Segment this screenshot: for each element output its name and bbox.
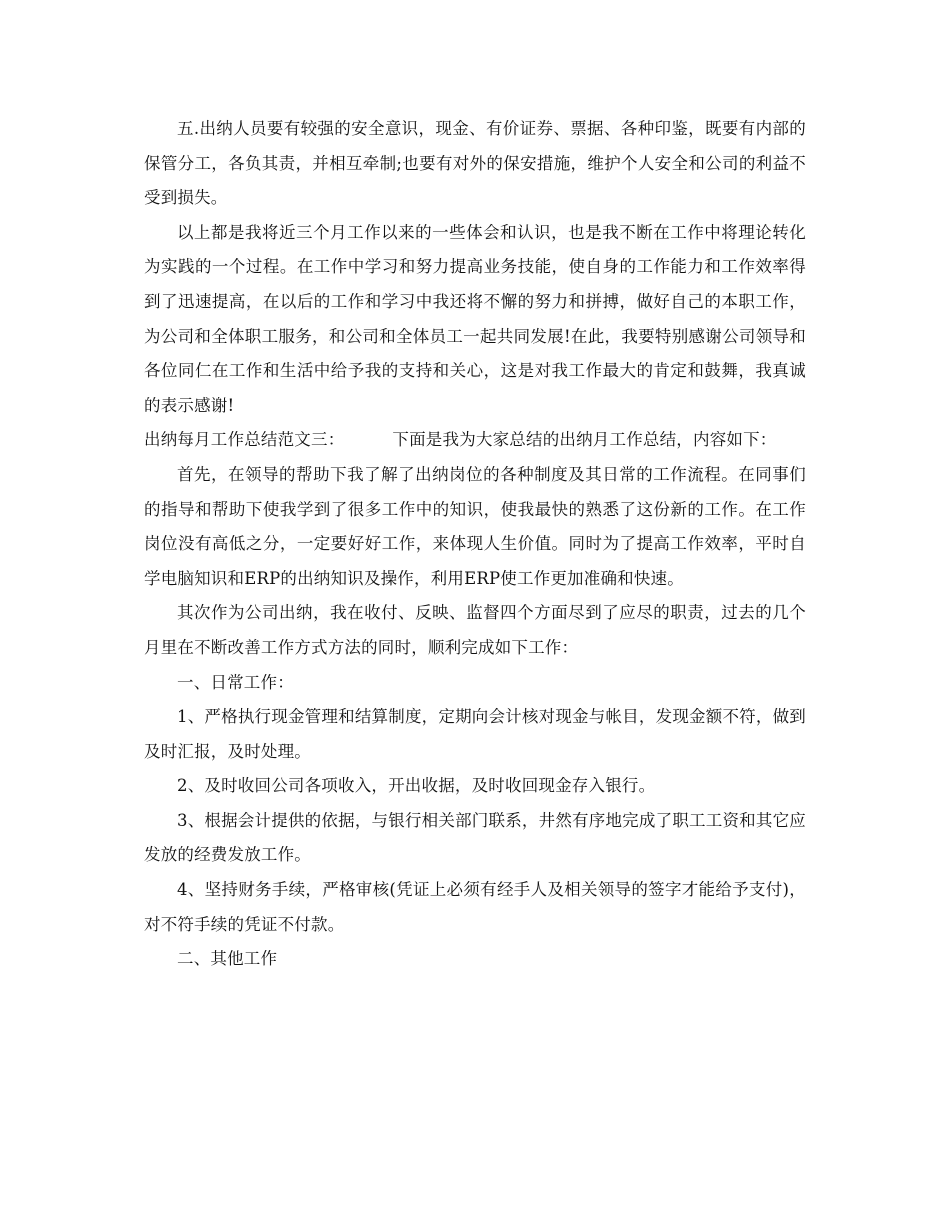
paragraph-security-awareness: 五.出纳人员要有较强的安全意识，现金、有价证券、票据、各种印鉴，既要有内部的保管分工，各负其责，并相互牵制;也要有对外的保安措施，维护个人安全和公司的利益不受到损失。 [144,119,806,208]
paragraph-second: 其次作为公司出纳，我在收付、反映、监督四个方面尽到了应尽的职责，过去的几个月里在不断改善工作方式方法的同时，顺利完成如下工作： [144,603,806,657]
subheading-other-work: 二、其他工作 [177,949,278,969]
list-item-1: 1、严格执行现金管理和结算制度，定期向会计核对现金与帐目，发现金额不符，做到及时汇报，及时处理。 [144,707,806,761]
paragraph-first: 首先，在领导的帮助下我了解了出纳岗位的各种制度及其日常的工作流程。在同事们的指导和帮助下使我学到了很多工作中的知识，使我最快的熟悉了这份新的工作。在工作岗位没有高低之分，一定要好好工作，来体现人生价值。同时为了提高工作效率，平时自学电脑知识和ERP的出纳知识及操作，利用ERP使工作更加准确和快速。 [144,464,806,588]
list-item-2: 2、及时收回公司各项收入，开出收据，及时收回现金存入银行。 [177,776,656,796]
section-heading-line [144,423,806,458]
document-body [144,112,806,977]
section-intro: 下面是我为大家总结的出纳月工作总结，内容如下： [392,430,777,450]
paragraph-experience-summary: 以上都是我将近三个月工作以来的一些体会和认识，也是我不断在工作中将理论转化为实践的一个过程。在工作中学习和努力提高业务技能，使自身的工作能力和工作效率得到了迅速提高，在以后的工作和学习中我还将不懈的努力和拼搏，做好自己的本职工作，为公司和全体职工服务，和公司和全体员工一起共同发展!在此，我要特别感谢公司领导和各位同仁在工作和生活中给予我的支持和关心，这是对我工作最大的肯定和鼓舞，我真诚的表示感谢! [144,222,806,415]
list-item-3: 3、根据会计提供的依据，与银行相关部门联系，井然有序地完成了职工工资和其它应发放的经费发放工作。 [144,810,806,865]
subheading-daily-work: 一、日常工作： [177,672,294,692]
section-heading: 出纳每月工作总结范文三： [144,430,345,450]
list-item-4: 4、坚持财务手续，严格审核(凭证上必须有经手人及相关领导的签字才能给予支付)，对不符手续的凭证不付款。 [144,880,806,934]
